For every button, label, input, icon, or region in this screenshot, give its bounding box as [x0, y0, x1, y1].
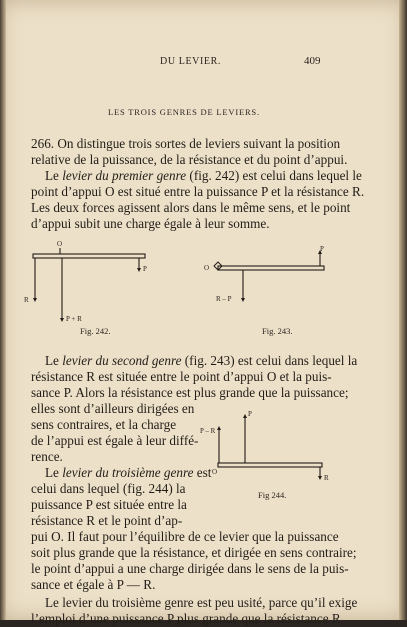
term-third-genre: levier du troisième genre [62, 465, 194, 480]
text-line: Le levier du second genre (fig. 243) est celui dans lequel la [45, 353, 358, 368]
term-second-genre: levier du second genre [62, 353, 182, 368]
text-line: sance P. Alors la résistance est plus grande que la puissance; [31, 385, 349, 400]
fig244-label-PR: P – R [200, 427, 216, 435]
fig242-caption: Fig. 242. [80, 326, 111, 336]
text-line: Le levier du troisième genre est peu usité, parce qu’il exige [45, 595, 358, 610]
fig242-label-O: O [57, 240, 63, 248]
text-line: sance et égale à P — R. [31, 577, 156, 592]
fig243-lever [218, 266, 324, 270]
fig242-lever [33, 254, 145, 258]
text-line: le point d’appui a une charge dirigée dans le sens de la puis- [31, 561, 349, 576]
fig244-label-R: R [324, 474, 329, 482]
text-line: Le levier du troisième genre est [45, 465, 212, 480]
text-line: 266. On distingue trois sortes de leviers suivant la position [31, 136, 341, 151]
fig243-label-P: P [320, 245, 324, 253]
text-line: relative de la puissance, de la résistance et du point d’appui. [31, 152, 348, 167]
term-first-genre: levier du premier genre [62, 168, 187, 183]
fig243-diagram [218, 254, 324, 298]
fig243-caption: Fig. 243. [262, 326, 293, 336]
fig242-label-P: P [143, 265, 147, 273]
text-line: soit plus grande que la résistance, et dirigée en sens contraire; [31, 545, 357, 560]
fig242-label-R: R [24, 296, 29, 304]
fig242-diagram [33, 248, 145, 318]
text-line: de l’appui est égale à leur diffé- [31, 433, 199, 448]
fig244-diagram [218, 418, 322, 476]
fig243-label-RP: R – P [216, 295, 232, 303]
fig244-caption: Fig 244. [258, 490, 287, 500]
fig244-label-O: O [212, 468, 218, 476]
text-line: résistance R est située entre le point d’appui O et la puis- [31, 369, 332, 384]
text-line: résistance R et le point d’ap- [31, 513, 183, 528]
text-line: sens contraires, et la charge [31, 417, 177, 432]
text-line: celui dans lequel (fig. 244) la [31, 481, 186, 496]
fig244-lever [218, 463, 322, 467]
text-line: Le levier du premier genre (fig. 242) est celui dans lequel le [45, 168, 362, 183]
fig242-label-PR: P + R [66, 315, 82, 323]
text-line: puissance P est située entre la [31, 497, 187, 512]
page-number: 409 [304, 55, 321, 67]
text-line: rence. [31, 449, 63, 464]
fig243-label-O: O [204, 264, 210, 272]
text-line: d’appui subit une charge égale à leur somme. [31, 216, 270, 231]
arrowheads [33, 250, 322, 322]
text-line: l’emploi d’une puissance P plus grande que la résistance R [31, 611, 341, 626]
running-title: DU LEVIER. [160, 56, 221, 67]
fig244-label-P: P [248, 410, 252, 418]
text-line: pui O. Il faut pour l’équilibre de ce levier que la puissance [31, 529, 339, 544]
text-line: Les deux forces agissent alors dans le même sens, et le point [31, 200, 351, 215]
text-line: elles sont d’ailleurs dirigées en [31, 401, 195, 416]
text-line: point d’appui O est situé entre la puissance P et la résistance R. [31, 184, 365, 199]
section-title: LES TROIS GENRES DE LEVIERS. [108, 107, 260, 117]
